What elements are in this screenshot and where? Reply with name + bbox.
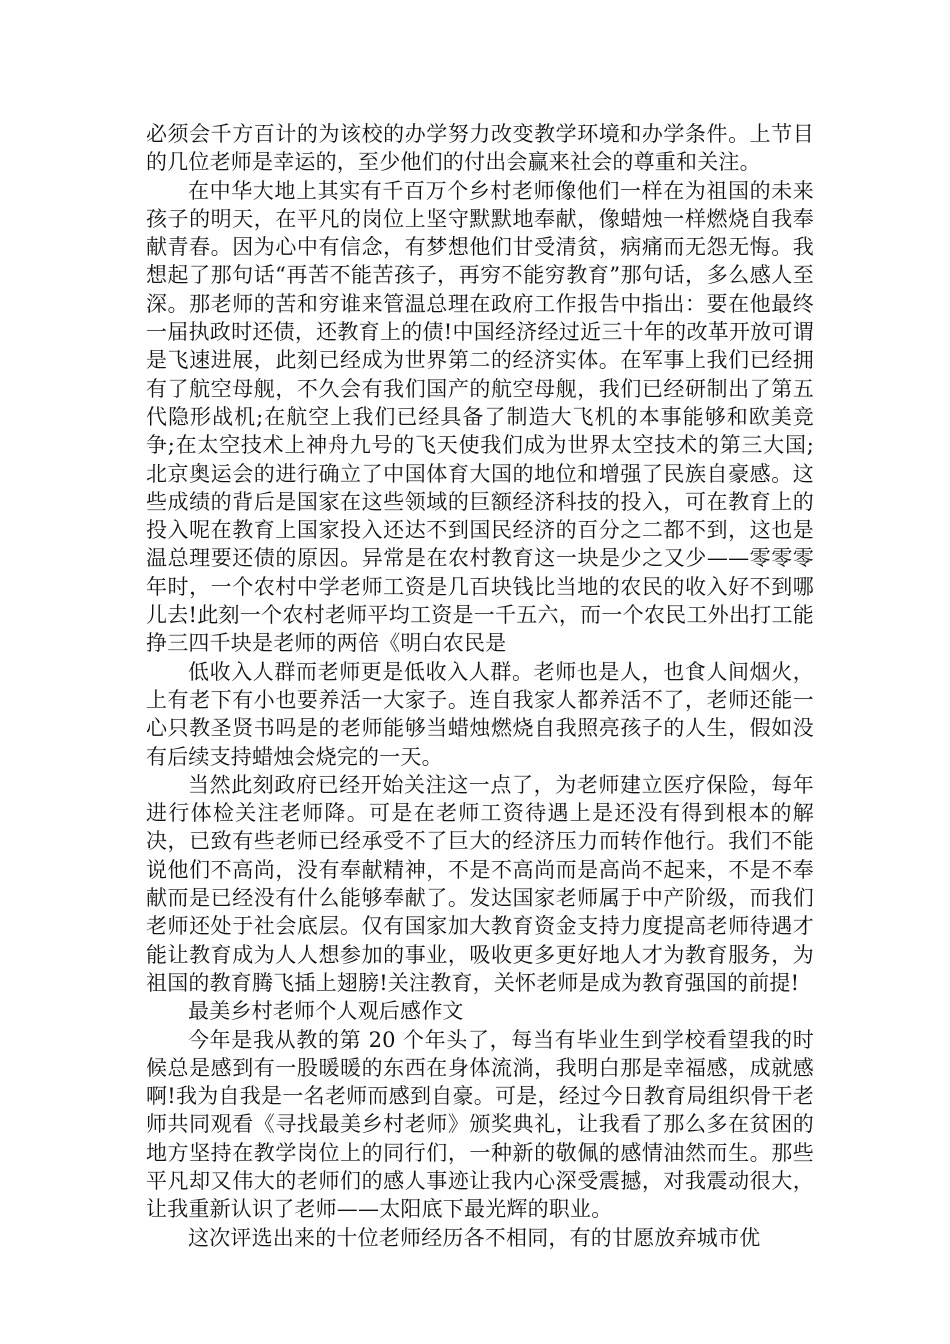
paragraph-1: 必须会千方百计的为该校的办学努力改变教学环境和办学条件。上节目的几位老师是幸运的，至少他们的付出会赢来社会的尊重和关注。 — [146, 122, 814, 175]
section-heading: 最美乡村老师个人观后感作文 — [188, 999, 464, 1024]
paragraph-5: 今年是我从教的第 20 个年头了，每当有毕业生到学校看望我的时候总是感到有一股暖暖的东西在身体流淌，我明白那是幸福感，成就感啊!我为自我是一名老师而感到自豪。可是，经过今日教育局组织骨干老师共同观看《寻找最美乡村老师》颁奖典礼，让我看了那么多在贫困的地方坚持在教学岗位上的同行们，一种新的敬佩的感情油然而生。那些平凡却又伟大的老师们的感人事迹让我内心深受震撼，对我震动很大，让我重新认识了老师——太阳底下最光辉的职业。 — [146, 1027, 814, 1222]
paragraph-6: 这次评选出来的十位老师经历各不相同，有的甘愿放弃城市优 — [188, 1225, 761, 1250]
paragraph-2: 在中华大地上其实有千百万个乡村老师像他们一样在为祖国的未来孩子的明天，在平凡的岗位上坚守默默地奉献，像蜡烛一样燃烧自我奉献青春。因为心中有信念，有梦想他们甘受清贫，病痛而无怨无悔。我想起了那句话“再苦不能苦孩子，再穷不能穷教育”那句话，多么感人至深。那老师的苦和穷谁来管温总理在政府工作报告中指出：要在他最终一届执政时还债，还教育上的债!中国经济经过近三十年的改革开放可谓是飞速进展，此刻已经成为世界第二的经济实体。在军事上我们已经拥有了航空母舰，不久会有我们国产的航空母舰，我们已经研制出了第五代隐形战机;在航空上我们已经具备了制造大飞机的本事能够和欧美竞争;在太空技术上神舟九号的飞天使我们成为世界太空技术的第三大国;北京奥运会的进行确立了中国体育大国的地位和增强了民族自豪感。这些成绩的背后是国家在这些领域的巨额经济科技的投入，可在教育上的投入呢在教育上国家投入还达不到国民经济的百分之二都不到，这也是温总理要还债的原因。异常是在农村教育这一块是少之又少——零零零年时，一个农村中学老师工资是几百块钱比当地的农民的收入好不到哪儿去!此刻一个农村老师平均工资是一千五六，而一个农民工外出打工能挣三四千块是老师的两倍《明白农民是 — [146, 178, 814, 656]
document-page — [146, 120, 814, 1252]
paragraph-3: 低收入人群而老师更是低收入人群。老师也是人，也食人间烟火，上有老下有小也要养活一大家子。连自我家人都养活不了，老师还能一心只教圣贤书吗是的老师能够当蜡烛燃烧自我照亮孩子的人生，假如没有后续支持蜡烛会烧完的一天。 — [146, 659, 814, 769]
paragraph-4: 当然此刻政府已经开始关注这一点了，为老师建立医疗保险，每年进行体检关注老师降。可是在老师工资待遇上是还没有得到根本的解决，已致有些老师已经承受不了巨大的经济压力而转作他行。我们不能说他们不高尚，没有奉献精神，不是不高尚而是高尚不起来，不是不奉献而是已经没有什么能够奉献了。发达国家老师属于中产阶级，而我们老师还处于社会底层。仅有国家加大教育资金支持力度提高老师待遇才能让教育成为人人想参加的事业，吸收更多更好地人才为教育服务，为祖国的教育腾飞插上翅膀!关注教育，关怀老师是成为教育强国的前提! — [146, 772, 814, 995]
